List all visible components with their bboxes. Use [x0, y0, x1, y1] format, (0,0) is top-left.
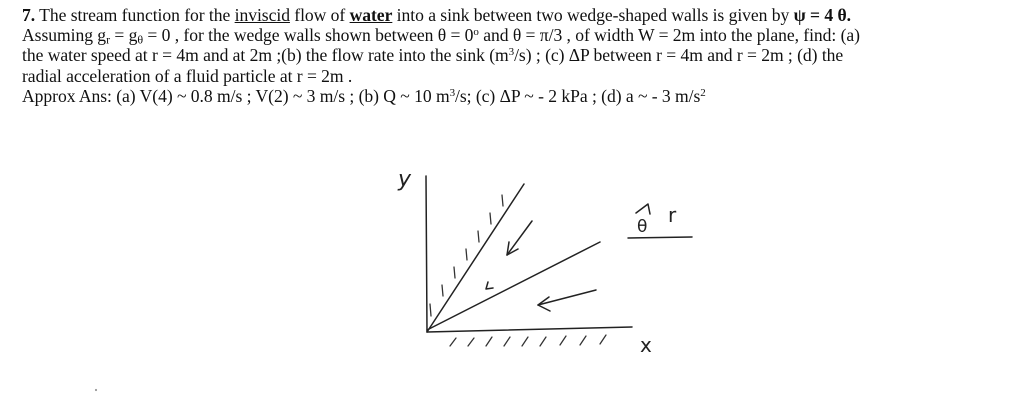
line2-text-d: and θ = π/3 , of width W = 2m into the plane, find: (a)	[478, 25, 860, 46]
line2-text-b: = g	[110, 25, 138, 46]
inviscid-underlined: inviscid	[234, 5, 290, 25]
wall-hatching	[450, 335, 606, 346]
problem-number: 7.	[22, 5, 36, 25]
stream-function-expression: ψ = 4 θ.	[793, 5, 851, 25]
r-label: r	[668, 203, 677, 227]
polar-annotation	[628, 203, 692, 238]
answers-cube-superscript: 3	[449, 86, 456, 99]
stray-mark	[95, 389, 97, 391]
flow-arrow-lower	[538, 290, 596, 311]
cube-superscript: 3	[508, 46, 515, 59]
line3-text-a: the water speed at r = 4m and at 2m ;(b) the flow rate into the sink (m	[22, 45, 509, 66]
x-axis-label: x	[640, 333, 652, 357]
x-axis-line	[427, 327, 632, 332]
line2-text-c: = 0 , for the wedge walls shown between θ = 0	[143, 25, 474, 46]
problem-line-4: radial acceleration of a fluid particle at r = 2m .	[22, 65, 353, 86]
answers-square-superscript: 2	[700, 86, 706, 99]
r-reference-line	[628, 237, 692, 238]
degree-superscript: o	[473, 26, 479, 39]
theta-label: θ	[637, 217, 648, 237]
line3-text-b: /s) ; (c) ΔP between r = 4m and r = 2m ; (d) the	[514, 45, 844, 66]
inclined-wall-hatching	[430, 195, 503, 316]
subscript-r: r	[106, 32, 111, 47]
flow-arrow-middle	[486, 282, 493, 289]
line2-text-a: Assuming g	[22, 25, 107, 46]
flow-arrow-upper	[507, 221, 532, 255]
y-axis-line	[426, 176, 427, 332]
line1-text-c: into a sink between two wedge-shaped walls is given by	[392, 5, 794, 25]
line1-text-b: flow of	[289, 5, 350, 25]
inclined-wall-line	[427, 184, 524, 332]
answers-text-a: Approx Ans: (a) V(4) ~ 0.8 m/s ; V(2) ~ 3 m/s ; (b) Q ~ 10 m	[22, 85, 450, 106]
line1-text-a: The stream function for the	[39, 5, 235, 25]
answers-text-b: /s; (c) ΔP ~ - 2 kPa ; (d) a ~ - 3 m/s	[455, 85, 701, 106]
y-axis-label: y	[398, 167, 412, 192]
theta-arrow-icon	[636, 204, 650, 214]
radial-line	[427, 242, 600, 330]
water-underlined: water	[349, 5, 393, 25]
subscript-theta: θ	[137, 32, 144, 47]
